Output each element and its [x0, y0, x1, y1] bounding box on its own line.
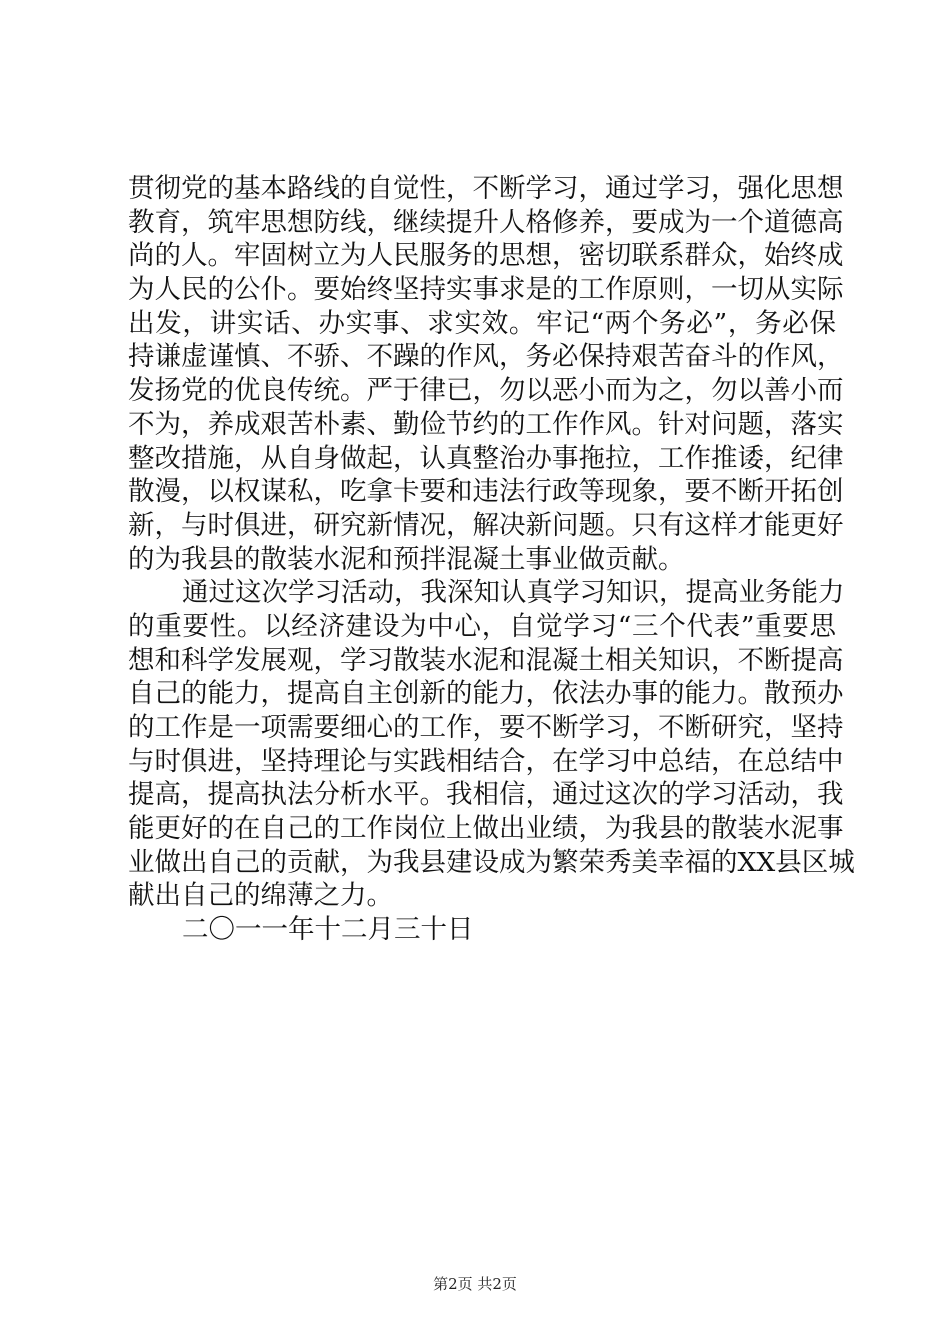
page-number-footer: 第2页 共2页 [433, 1275, 517, 1293]
text-line: 献出自己的绵薄之力。 [128, 880, 393, 912]
text-line: 能更好的在自己的工作岗位上做出业绩，为我县的散装水泥事 [128, 813, 844, 845]
paragraph-1 [128, 172, 844, 576]
text-line: 不为，养成艰苦朴素、勤俭节约的工作作风。针对问题，落实 [128, 408, 844, 440]
text-line: 教育，筑牢思想防线，继续提升人格修养，要成为一个道德高 [128, 206, 844, 238]
paragraph-2 [128, 576, 855, 913]
text-line: 尚的人。牢固树立为人民服务的思想，密切联系群众，始终成 [128, 240, 844, 272]
text-line: 通过这次学习活动，我深知认真学习知识，提高业务能力 [182, 577, 845, 609]
text-line: 新，与时俱进，研究新情况，解决新问题。只有这样才能更好 [128, 509, 844, 541]
text-line: 发扬党的优良传统。严于律已，勿以恶小而为之，勿以善小而 [128, 375, 844, 407]
text-line: 与时俱进，坚持理论与实践相结合，在学习中总结，在总结中 [128, 745, 844, 777]
text-line: 自己的能力，提高自主创新的能力，依法办事的能力。散预办 [128, 678, 844, 710]
text-line: 出发，讲实话、办实事、求实效。牢记“两个务必”，务必保 [128, 307, 836, 339]
date-line: 二〇一一年十二月三十日 [182, 914, 474, 946]
text-line: 散漫，以权谋私，吃拿卡要和违法行政等现象，要不断开拓创 [128, 476, 844, 508]
text-line: 整改措施，从自身做起，认真整治办事拖拉，工作推诿，纪律 [128, 442, 844, 474]
text-line: 的为我县的散装水泥和预拌混凝土事业做贡献。 [128, 543, 685, 575]
text-line: 贯彻党的基本路线的自觉性，不断学习，通过学习，强化思想 [128, 173, 844, 204]
text-line: 的工作是一项需要细心的工作，要不断学习，不断研究，坚持 [128, 712, 844, 743]
text-line: 为人民的公仆。要始终坚持实事求是的工作原则，一切从实际 [128, 274, 844, 306]
text-line: 提高，提高执法分析水平。我相信，通过这次的学习活动，我 [128, 779, 844, 811]
document-body [128, 172, 855, 947]
text-line: 想和科学发展观，学习散装水泥和混凝土相关知识，不断提高 [128, 644, 844, 676]
text-line: 的重要性。以经济建设为中心，自觉学习“三个代表”重要思 [128, 610, 836, 642]
text-line: 业做出自己的贡献，为我县建设成为繁荣秀美幸福的XX县区城 [128, 846, 855, 878]
text-line: 持谦虚谨慎、不骄、不躁的作风，务必保持艰苦奋斗的作风， [128, 341, 844, 373]
